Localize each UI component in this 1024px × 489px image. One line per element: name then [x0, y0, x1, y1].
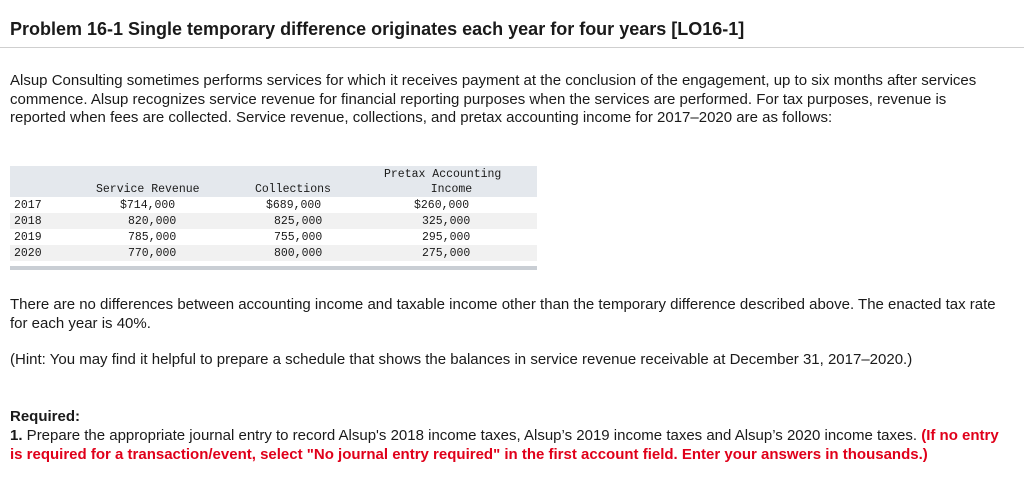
table-row: [10, 229, 537, 245]
table-row: [10, 213, 537, 229]
intro-paragraph: Alsup Consulting sometimes performs services for which it receives payment at the conclusion of the engagement, up to six months after services commence. Alsup recognizes service revenue for financial reporting purposes when the services are performed. For tax purposes, revenue is reported when fees are collected. Service revenue, collections, and pretax accounting income for 2017–2020 are as follows:: [10, 72, 977, 126]
header-pretax-line1: Pretax Accounting: [384, 168, 502, 181]
table-row: [10, 197, 537, 213]
cell-pretax: $260,000: [414, 199, 470, 212]
cell-year: 2020: [14, 247, 42, 260]
cell-pretax: 325,000: [422, 215, 471, 228]
header-collections: Collections: [255, 183, 331, 196]
table-row: [10, 245, 537, 261]
required-heading: Required:: [10, 408, 81, 425]
required-instruction: (If no entry is required for a transaction/event, select "No journal entry required" in the first account field. Enter your answers in thousands.): [10, 427, 999, 463]
cell-year: 2018: [14, 215, 42, 228]
required-number: 1.: [10, 427, 23, 444]
header-pretax-line2: Income: [430, 183, 473, 196]
cell-year: 2019: [14, 231, 42, 244]
required-item-1: [10, 427, 1005, 464]
title-divider: [0, 47, 1024, 48]
cell-collections: $689,000: [266, 199, 322, 212]
cell-pretax: 295,000: [422, 231, 471, 244]
differences-paragraph: There are no differences between accounting income and taxable income other than the temporary difference described above. The enacted tax rate for each year is 40%.: [10, 296, 996, 332]
problem-title: Problem 16-1 Single temporary difference originates each year for four years [LO16-1]: [10, 19, 745, 39]
cell-service-revenue: 785,000: [128, 231, 177, 244]
cell-service-revenue: 820,000: [128, 215, 177, 228]
cell-service-revenue: $714,000: [120, 199, 176, 212]
table-bottom-rule: [10, 266, 537, 270]
data-table: [10, 166, 537, 272]
cell-year: 2017: [14, 199, 42, 212]
required-text: Prepare the appropriate journal entry to record Alsup's 2018 income taxes, Alsup’s 2019 income taxes and Alsup’s 2020 income taxes.: [22, 427, 922, 444]
cell-service-revenue: 770,000: [128, 247, 177, 260]
hint-paragraph: (Hint: You may find it helpful to prepare a schedule that shows the balances in service revenue receivable at December 31, 2017–2020.): [10, 351, 913, 368]
header-service-revenue: Service Revenue: [96, 183, 200, 196]
cell-collections: 800,000: [274, 247, 323, 260]
cell-pretax: 275,000: [422, 247, 471, 260]
cell-collections: 825,000: [274, 215, 323, 228]
cell-collections: 755,000: [274, 231, 323, 244]
